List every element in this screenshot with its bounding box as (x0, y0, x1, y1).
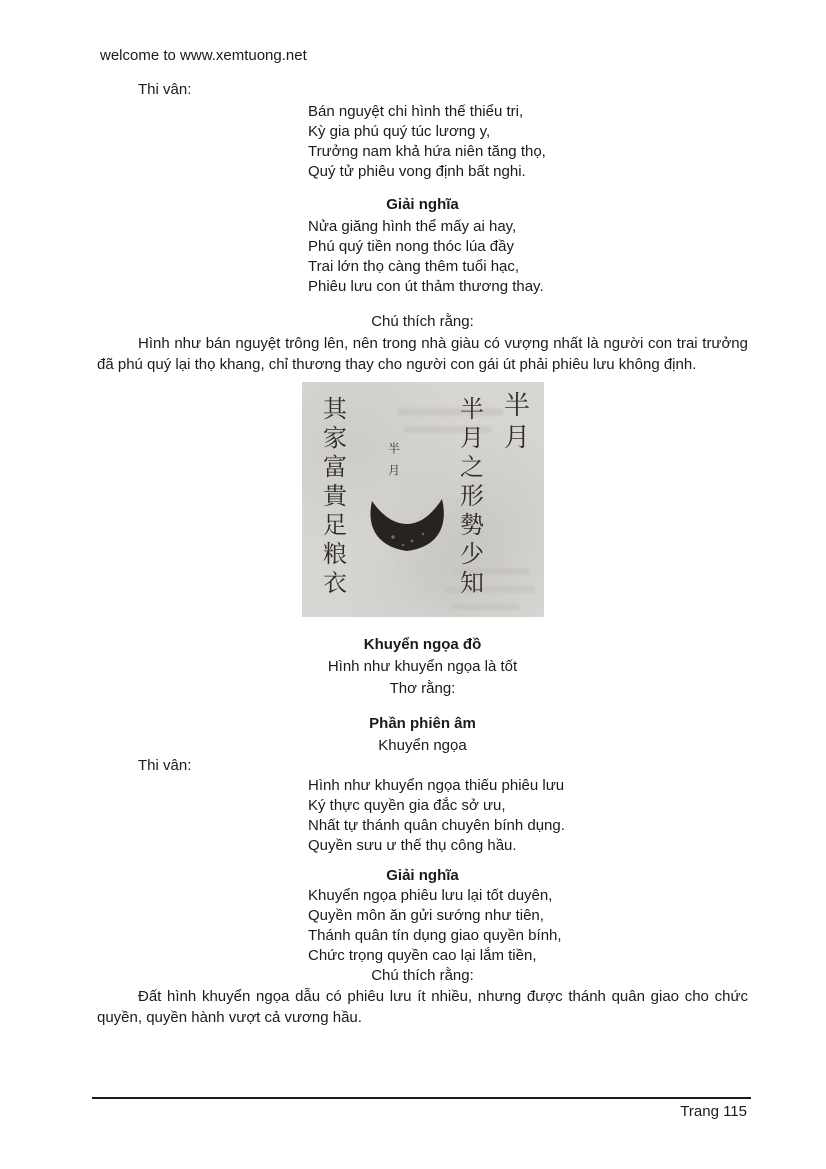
verse-line: Khuyển ngọa phiêu lưu lại tốt duyên, (308, 887, 553, 904)
chu-thich-paragraph-2: Đất hình khuyển ngọa dẫu có phiêu lưu ít nhiều, nhưng được thánh quân giao cho chức quyền, quyền hành vượt cả vương hầu. (97, 988, 748, 1026)
verse-block-khuyen-ngoa (97, 776, 748, 856)
verse-line: Phiêu lưu con út thảm thương thay. (308, 278, 544, 295)
verse-line: Bán nguyệt chi hình thế thiểu tri, (308, 103, 524, 120)
phien-am-heading: Phần phiên âm (369, 715, 476, 732)
verse-line: Ký thực quyền gia đắc sở ưu, (308, 797, 506, 814)
verse-line: Nhất tự thánh quân chuyên bính dụng. (308, 817, 565, 834)
chu-thich-paragraph-1: Hình như bán nguyệt trông lên, nên trong nhà giàu có vượng nhất là người con trai trưởng đã phú quý lại thọ khang, chỉ thương thay cho người con gái út phải phiêu lưu không định. (97, 335, 748, 373)
chu-thich-heading-2: Chú thích rằng: (371, 967, 474, 984)
calligraphy-figure (302, 382, 544, 617)
tho-rang-label: Thơ rằng: (389, 680, 456, 697)
verse-line: Trai lớn thọ càng thêm tuổi hạc, (308, 258, 520, 275)
figure-center-label-text: 半月 (386, 442, 401, 486)
scan-bleed-artifact (450, 604, 520, 610)
thi-van-label-1: Thi vân: (138, 81, 192, 98)
verse-block-giai-nghia-2 (97, 886, 748, 966)
verse-line: Chức trọng quyền cao lại lắm tiền, (308, 947, 537, 964)
giai-nghia-heading-2: Giải nghĩa (386, 867, 459, 884)
verse-line: Quyền sưu ư thế thụ công hầu. (308, 837, 517, 854)
verse-line: Thánh quân tín dụng giao quyền bính, (308, 927, 562, 944)
khuyen-ngoa-subtitle: Hình như khuyển ngọa là tốt (327, 658, 518, 675)
verse-line: Quyền môn ăn gửi sướng như tiên, (308, 907, 544, 924)
verse-line: Kỳ gia phú quý túc lương y, (308, 123, 491, 140)
verse-line: Nửa giăng hình thể mấy ai hay, (308, 218, 517, 235)
khuyen-ngoa-title: Khuyển ngọa đồ (363, 636, 482, 653)
phien-am-value: Khuyển ngọa (378, 737, 467, 754)
page-number-label: Trang 115 (680, 1103, 747, 1120)
figure-right-column-text: 半月之形勢少知 (455, 396, 484, 599)
verse-line: Quý tử phiêu vong định bất nghi. (308, 163, 526, 180)
figure-left-column-text: 其家富貴足粮衣 (318, 396, 347, 599)
verse-line: Trưởng nam khả hứa niên tăng thọ, (308, 143, 546, 160)
verse-block-ban-nguyet (97, 102, 748, 182)
thi-van-label-2: Thi vân: (138, 757, 192, 774)
content-column (97, 46, 748, 1028)
verse-line: Phú quý tiền nong thóc lúa đầy (308, 238, 514, 255)
figure-title-column-text: 半月 (499, 391, 530, 455)
crescent-ink-shape (367, 494, 449, 556)
footer-divider-line (92, 1097, 751, 1099)
verse-line: Hình như khuyển ngọa thiếu phiêu lưu (308, 777, 565, 794)
site-header-text: welcome to www.xemtuong.net (100, 47, 307, 64)
chu-thich-heading-1: Chú thích rằng: (371, 313, 474, 330)
giai-nghia-heading-1: Giải nghĩa (386, 196, 459, 213)
verse-block-giai-nghia-1 (97, 217, 748, 297)
